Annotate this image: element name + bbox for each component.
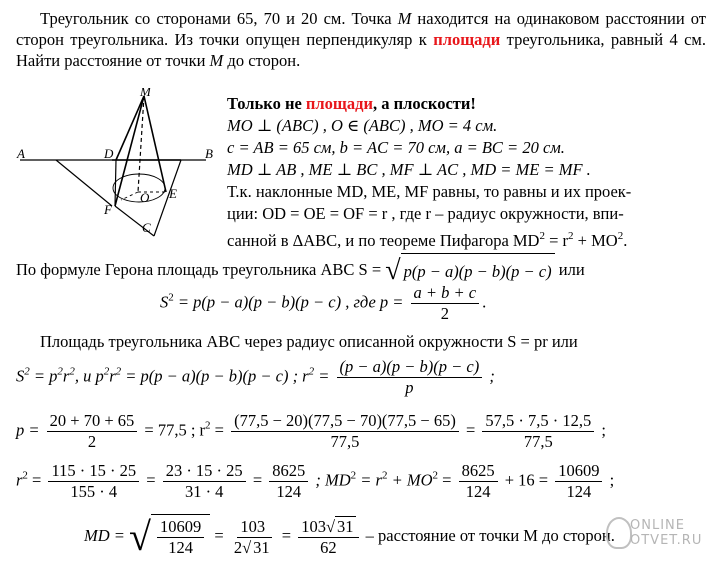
label-b: B <box>205 146 213 161</box>
equation-4-answer: MD = √ $\frac{10609}{124}$ = $\frac{103}{2√ 31}$ = $\frac{103√ 31}{62}$ – расстояние от точки M до сторон. <box>84 514 615 559</box>
equation-2: p = $\frac{20 + 70 + 65}{2}$ = 77,5 ; $r^2$ = $\frac{(77,5 - 20)(77,5 - 70)(77,5 - 65)}{77,5}$ = $\frac{57,5 \cdot 7,5 \cdot 12,5}{77,5}$ ; <box>16 411 607 451</box>
label-o: O <box>140 190 150 205</box>
label-m: M <box>140 88 151 99</box>
edge-me <box>144 96 166 192</box>
explanation-line-2: ции: OD = OE = OF = r , где r – радиус окружности, впи- <box>227 204 624 223</box>
label-e: E <box>169 186 177 201</box>
problem-statement: Треугольник со сторонами 65, 70 и 20 см. Точка M находится на одинаковом расстоянии от сторон треугольника. Из точки опущен перпендикуляр к площади треугольника, равный 4 см. Найти расстояние от точки M до сторон. <box>16 9 706 70</box>
r-squared-fraction: $\frac{(p - a)(p - b)(p - c)}{p}$ <box>337 357 483 398</box>
given-line-3: MD ⊥ AB , ME ⊥ BC , MF ⊥ AC , MD = ME = MF . <box>227 160 591 179</box>
heron-line: По формуле Герона площадь треугольника ABC S = √ p(p − a)(p − b)(p − c) или <box>16 253 585 289</box>
inscribed-circle <box>113 174 165 202</box>
semiperimeter-fraction: $\frac{a + b + c}{2}$ <box>411 283 480 324</box>
inscribed-area-line: Площадь треугольника ABC через радиус описанной окружности S = pr или <box>40 332 578 351</box>
correction-line: Только не площади, а плоскости! <box>227 94 476 113</box>
label-a: A <box>17 146 25 161</box>
equation-1: $S^2 = p^2r^2$, и $p^2r^2 = p(p - a)(p - b)(p - c)$ ; $r^2$ = $\frac{(p - a)(p - b)(p - c)}{p}$ ; <box>16 357 495 397</box>
label-d: D <box>104 146 114 161</box>
given-line-1: MO ⊥ (ABC) , O ∈ (ABC) , MO = 4 см. <box>227 116 498 135</box>
watermark-logo-icon <box>606 517 632 549</box>
label-c: C <box>142 220 151 235</box>
explanation-line-1: Т.к. наклонные MD, ME, MF равны, то равны и их проек- <box>227 182 632 201</box>
heron-sqrt: √ p(p − a)(p − b)(p − c) <box>385 253 554 289</box>
given-line-2: c = AB = 65 см, b = AC = 70 см, a = BC = 20 см. <box>227 138 565 157</box>
pyramid-figure <box>16 88 221 238</box>
heron-squared-line: $S^2 = p(p - a)(p - b)(p - c)$ , где p = $\frac{a + b + c}{2}$ . <box>160 283 487 323</box>
equation-3: $r^2$ = $\frac{115 \cdot 15 \cdot 25}{155 \cdot 4}$ = $\frac{23 \cdot 15 \cdot 25}{31 \cdot 4}$ = $\frac{8625}{124}$ ; $MD^2 = r^2 + MO^2$ = $\frac{8625}{124}$ + 16 = $\frac{10609}{124}$ ; <box>16 461 615 501</box>
explanation-line-3: санной в ΔABC, и по теореме Пифагора $MD^2 = r^2 + MO^2$. <box>227 230 628 250</box>
highlight-word: площади <box>433 30 501 49</box>
watermark: ONLINE OTVET.RU <box>630 518 703 548</box>
label-f: F <box>104 202 112 217</box>
